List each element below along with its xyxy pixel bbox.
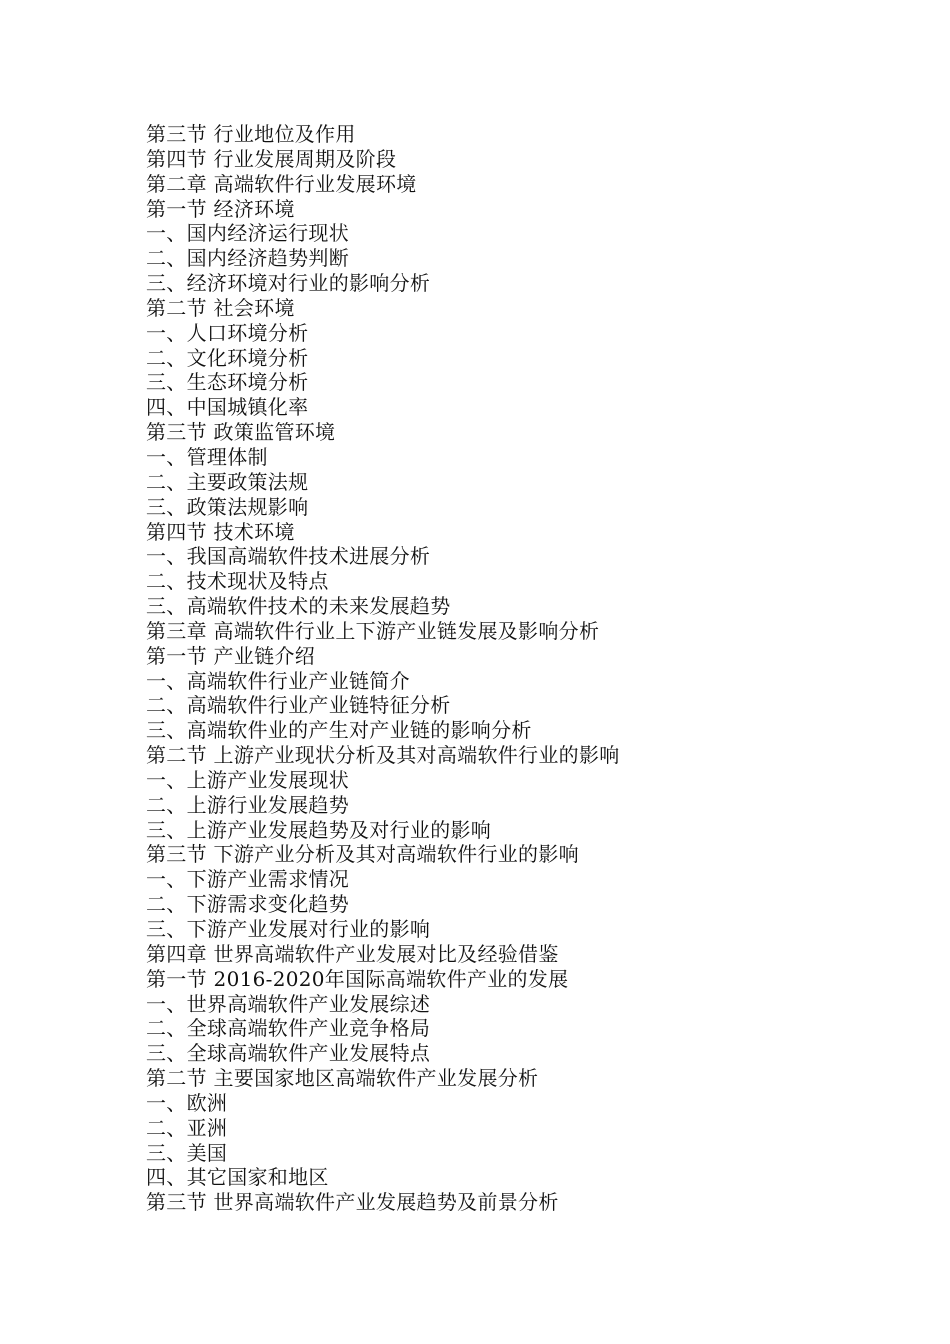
toc-entry: 第二章 高端软件行业发展环境 (146, 171, 417, 196)
toc-entry: 二、上游行业发展趋势 (146, 792, 349, 817)
toc-entry: 一、欧洲 (146, 1090, 228, 1115)
toc-entry: 第一节 产业链介绍 (146, 643, 316, 668)
toc-entry: 二、技术现状及特点 (146, 569, 329, 594)
toc-entry: 第二节 主要国家地区高端软件产业发展分析 (146, 1066, 539, 1091)
toc-entry: 三、生态环境分析 (146, 370, 309, 395)
toc-entry: 三、高端软件技术的未来发展趋势 (146, 594, 451, 619)
toc-entry: 第三节 下游产业分析及其对高端软件行业的影响 (146, 842, 579, 867)
table-of-contents (146, 122, 620, 1215)
toc-entry: 二、全球高端软件产业竞争格局 (146, 1016, 431, 1041)
toc-entry: 第一节 2016-2020年国际高端软件产业的发展 (146, 966, 569, 991)
toc-entry: 一、国内经济运行现状 (146, 221, 349, 246)
toc-entry: 第四节 技术环境 (146, 519, 295, 544)
toc-entry: 二、主要政策法规 (146, 469, 309, 494)
toc-entry: 二、下游需求变化趋势 (146, 892, 349, 917)
toc-entry: 四、中国城镇化率 (146, 395, 309, 420)
toc-entry: 第三章 高端软件行业上下游产业链发展及影响分析 (146, 618, 600, 643)
toc-entry: 第二节 社会环境 (146, 295, 295, 320)
toc-entry: 第四章 世界高端软件产业发展对比及经验借鉴 (146, 941, 559, 966)
toc-entry: 三、美国 (146, 1140, 228, 1165)
toc-entry: 三、下游产业发展对行业的影响 (146, 917, 431, 941)
toc-entry: 一、上游产业发展现状 (146, 767, 349, 792)
toc-entry: 一、管理体制 (146, 444, 268, 469)
toc-entry: 三、高端软件业的产生对产业链的影响分析 (146, 718, 532, 743)
toc-entry: 三、上游产业发展趋势及对行业的影响 (146, 817, 492, 842)
toc-entry: 四、其它国家和地区 (146, 1165, 329, 1190)
toc-entry: 三、政策法规影响 (146, 494, 309, 519)
toc-entry: 三、经济环境对行业的影响分析 (146, 271, 431, 296)
toc-entry: 一、高端软件行业产业链简介 (146, 668, 410, 693)
toc-entry: 第二节 上游产业现状分析及其对高端软件行业的影响 (146, 743, 620, 768)
toc-entry: 第四节 行业发展周期及阶段 (146, 146, 397, 171)
toc-entry: 二、亚洲 (146, 1115, 228, 1140)
toc-entry: 二、国内经济趋势判断 (146, 246, 349, 271)
toc-entry: 第三节 世界高端软件产业发展趋势及前景分析 (146, 1190, 559, 1215)
toc-entry: 第三节 政策监管环境 (146, 420, 336, 445)
toc-entry: 二、文化环境分析 (146, 345, 309, 370)
toc-entry: 一、下游产业需求情况 (146, 867, 349, 892)
toc-entry: 一、人口环境分析 (146, 320, 309, 345)
toc-entry: 第一节 经济环境 (146, 196, 295, 221)
toc-entry: 三、全球高端软件产业发展特点 (146, 1041, 431, 1066)
toc-entry: 一、世界高端软件产业发展综述 (146, 991, 431, 1016)
toc-entry: 二、高端软件行业产业链特征分析 (146, 693, 451, 718)
toc-entry: 一、我国高端软件技术进展分析 (146, 544, 431, 569)
toc-entry: 第三节 行业地位及作用 (146, 122, 356, 146)
